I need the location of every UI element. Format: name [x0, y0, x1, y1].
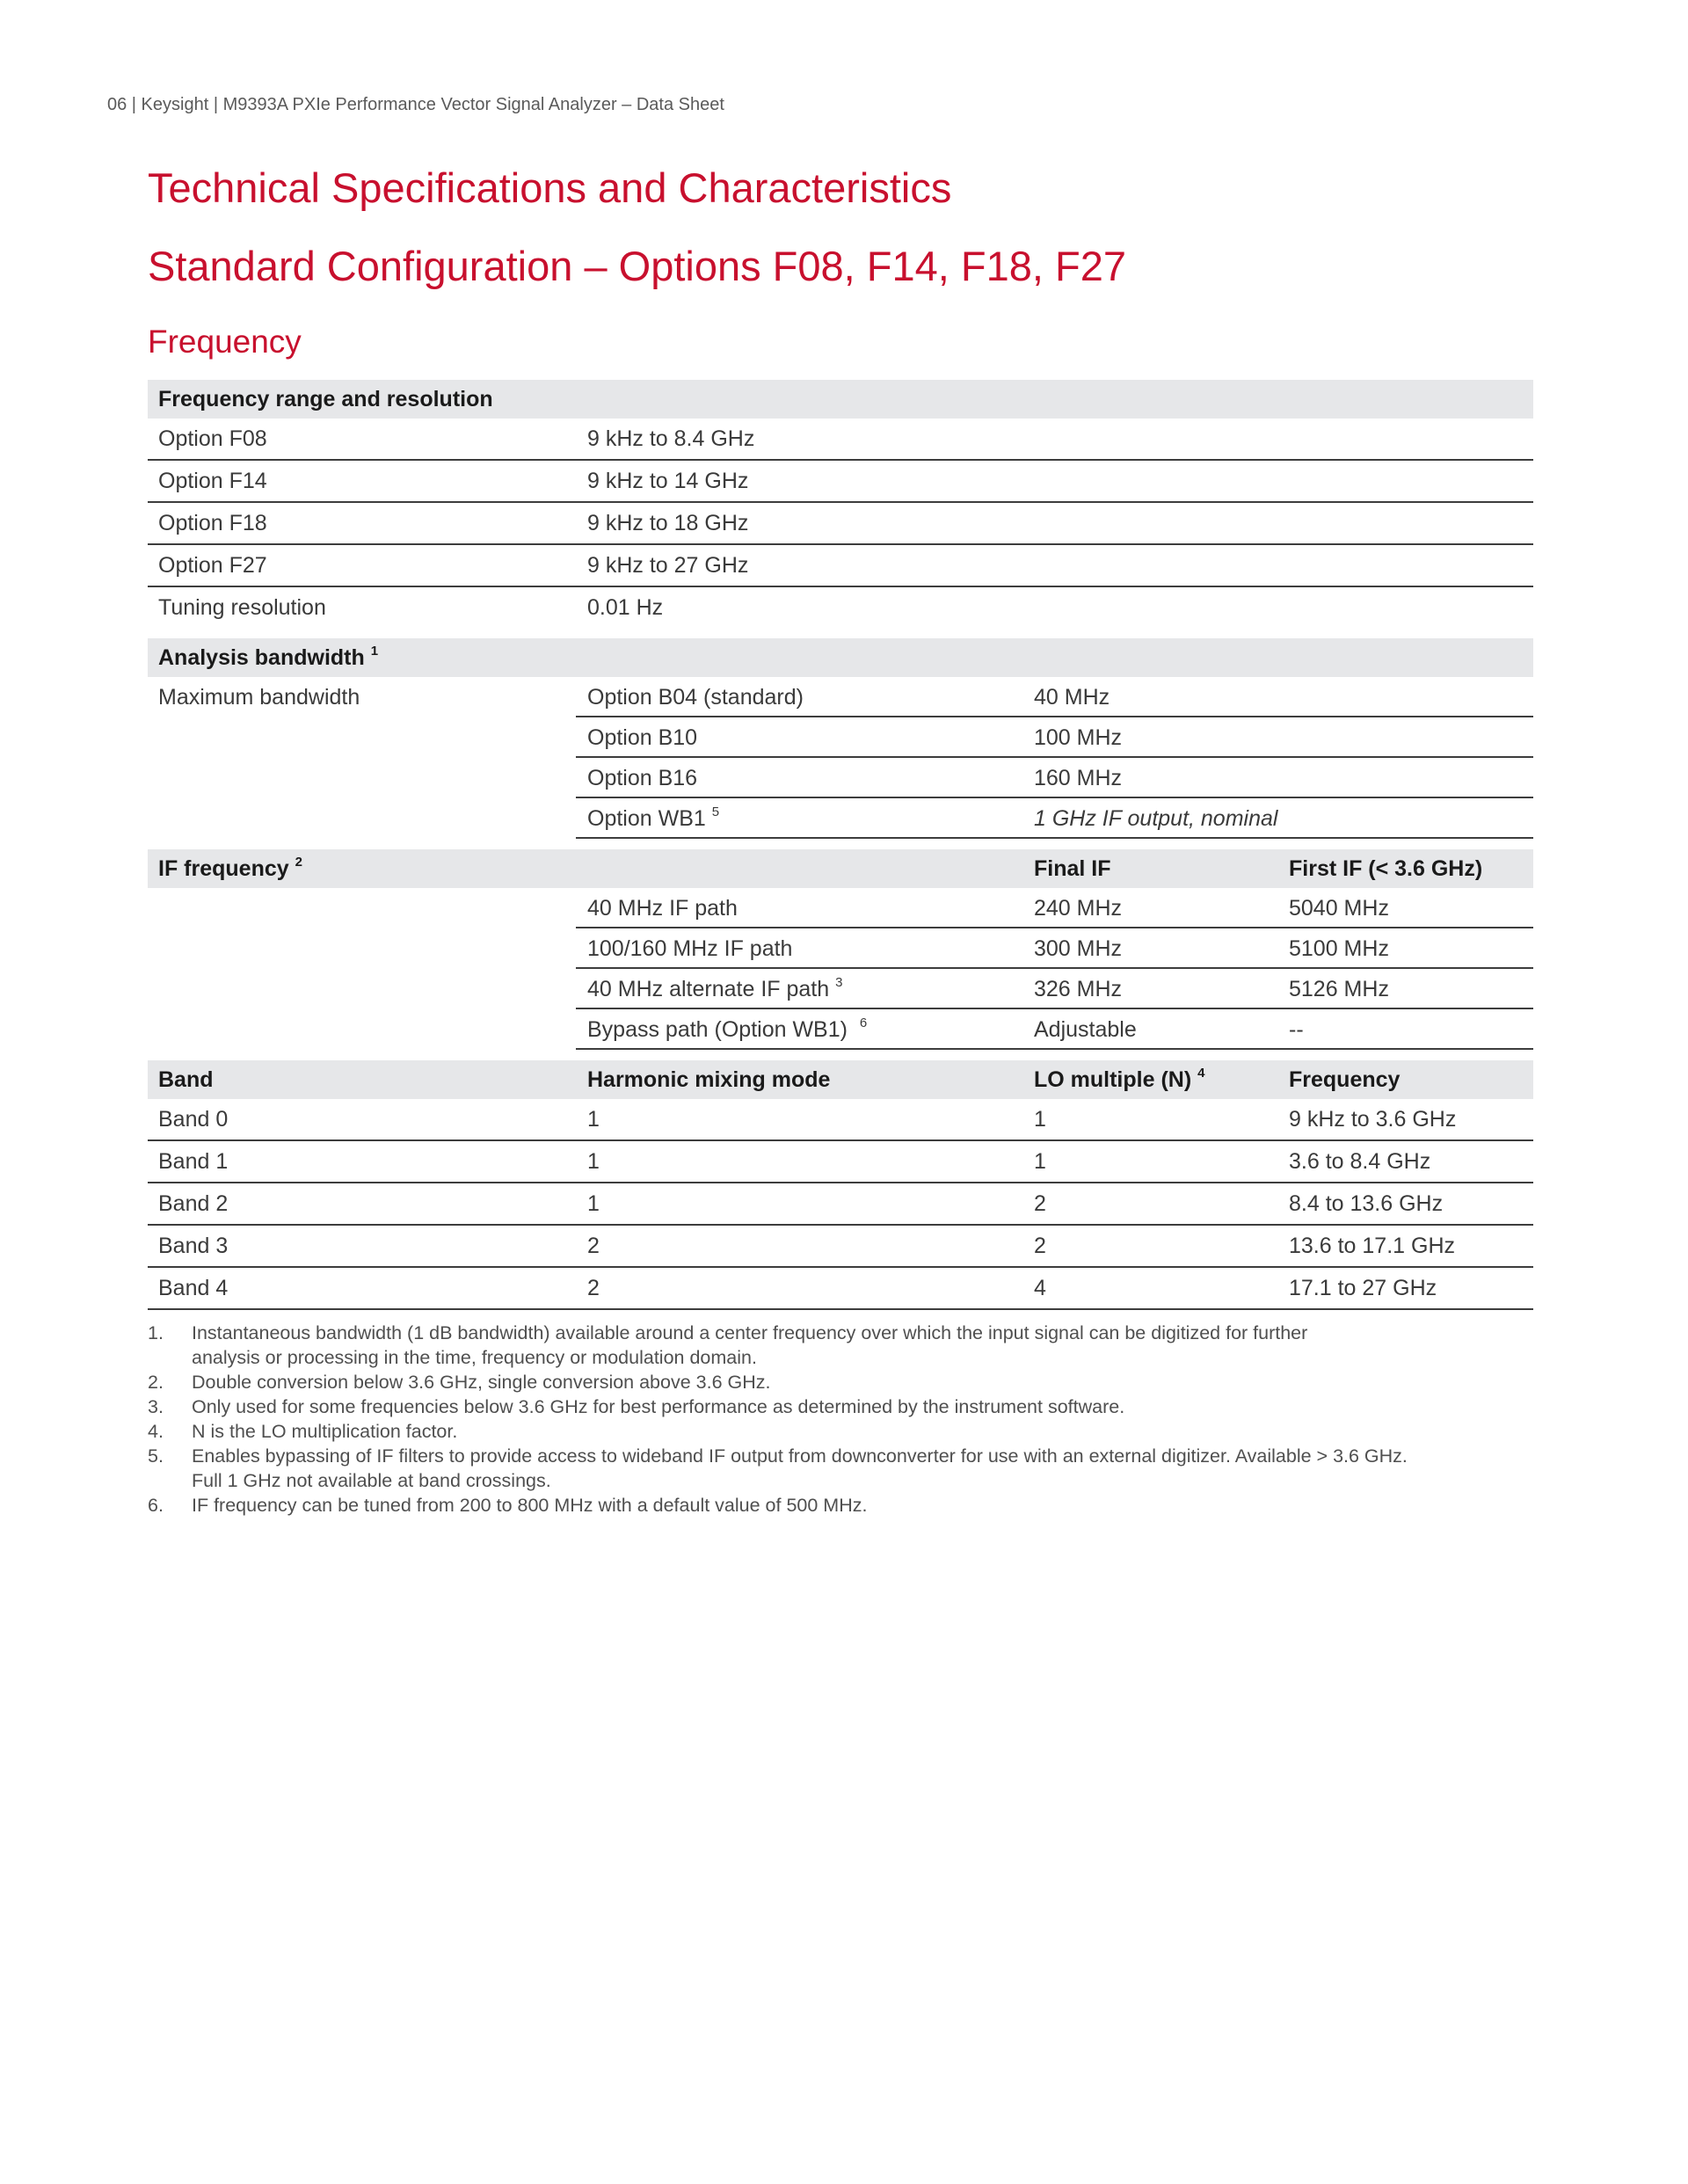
- footnote: [148, 1493, 1554, 1518]
- table-row: [148, 758, 1533, 798]
- col-first-if: First IF (< 3.6 GHz): [1289, 856, 1483, 881]
- footnote-line: Instantaneous bandwidth (1 dB bandwidth) available around a center frequency over which the input signal can be digitized for further: [192, 1322, 1308, 1343]
- row-band: Band 1: [158, 1149, 229, 1174]
- row-mode: 1: [587, 1107, 600, 1132]
- footnote-ref: 4: [1197, 1065, 1205, 1081]
- footnote-ref: 1: [370, 643, 379, 659]
- row-first: 5040 MHz: [1289, 896, 1389, 921]
- row-freq: 17.1 to 27 GHz: [1289, 1276, 1437, 1300]
- table-row: [148, 677, 1533, 717]
- footnote-number: 3.: [148, 1396, 164, 1417]
- row-first: --: [1289, 1017, 1304, 1042]
- row-value: 9 kHz to 8.4 GHz: [587, 426, 755, 451]
- footnote-number: 1.: [148, 1322, 164, 1343]
- table-row: [148, 1226, 1533, 1268]
- footnote: [148, 1444, 1554, 1493]
- row-value: 0.01 Hz: [587, 595, 664, 620]
- row-value: 9 kHz to 18 GHz: [587, 511, 749, 535]
- row-path: Bypass path (Option WB1) $^6$: [587, 1015, 868, 1042]
- table-row: [148, 1141, 1533, 1183]
- row-mode: 2: [587, 1276, 600, 1300]
- row-value: 9 kHz to 27 GHz: [587, 553, 749, 578]
- col-lo: LO multiple (N) $^4$: [1034, 1065, 1205, 1092]
- footnote-number: 5.: [148, 1445, 164, 1467]
- table-row: [148, 1268, 1533, 1310]
- row-final: 300 MHz: [1034, 936, 1123, 961]
- row-label: Option F08: [158, 426, 267, 451]
- col-mode: Harmonic mixing mode: [587, 1067, 831, 1092]
- table-row: [148, 587, 1533, 628]
- row-path: 40 MHz IF path: [587, 896, 738, 921]
- row-label: Option F14: [158, 469, 267, 493]
- row-label: Option F18: [158, 511, 267, 535]
- footnote: [148, 1370, 1554, 1394]
- row-value: 100 MHz: [1034, 725, 1123, 750]
- footnote-line: Double conversion below 3.6 GHz, single conversion above 3.6 GHz.: [192, 1372, 771, 1393]
- row-label: Option F27: [158, 553, 267, 578]
- footnote-line: Full 1 GHz not available at band crossings.: [192, 1470, 551, 1491]
- row-mode: 1: [587, 1191, 600, 1216]
- page-header: 06 | Keysight | M9393A PXIe Performance Vector Signal Analyzer – Data Sheet: [107, 95, 724, 114]
- footnote: [148, 1419, 1554, 1444]
- row-first: 5100 MHz: [1289, 936, 1389, 961]
- row-label: Tuning resolution: [158, 595, 326, 620]
- table-row: [148, 1099, 1533, 1141]
- footnote-ref: 2: [295, 854, 302, 870]
- row-mode: 1: [587, 1149, 600, 1174]
- row-value: 1 GHz IF output, nominal: [1034, 806, 1278, 831]
- row-freq: 3.6 to 8.4 GHz: [1289, 1149, 1431, 1174]
- footnote-ref: 5: [711, 804, 720, 819]
- spec-table: [148, 380, 1533, 1310]
- analysis-bw-header-row: [148, 638, 1533, 677]
- row-freq: 9 kHz to 3.6 GHz: [1289, 1107, 1457, 1132]
- row-lo: 2: [1034, 1234, 1046, 1258]
- table-row: [148, 1009, 1533, 1050]
- footnote-number: 4.: [148, 1421, 164, 1442]
- table-row: [148, 888, 1533, 928]
- row-final: Adjustable: [1034, 1017, 1137, 1042]
- row-value: 160 MHz: [1034, 766, 1123, 790]
- page-title: Technical Specifications and Characteristics: [148, 164, 952, 211]
- table-row: [148, 545, 1533, 587]
- row-lo: 1: [1034, 1149, 1046, 1174]
- table-row: [148, 969, 1533, 1009]
- row-option: Option B10: [587, 725, 698, 750]
- row-value: 9 kHz to 14 GHz: [587, 469, 749, 493]
- footnote-line: Only used for some frequencies below 3.6 GHz for best performance as determined by the instrument software.: [192, 1396, 1125, 1417]
- footnote-line: Enables bypassing of IF filters to provide access to wideband IF output from downconverter for use with an external digitizer. Available > 3.6 GHz.: [192, 1445, 1408, 1467]
- footnote: [148, 1394, 1554, 1419]
- col-freq: Frequency: [1289, 1067, 1401, 1092]
- row-lo: 1: [1034, 1107, 1046, 1132]
- footnote: [148, 1321, 1554, 1370]
- row-band: Band 0: [158, 1107, 229, 1132]
- row-path: 100/160 MHz IF path: [587, 936, 793, 961]
- footnote-line: IF frequency can be tuned from 200 to 800 MHz with a default value of 500 MHz.: [192, 1495, 868, 1516]
- row-freq: 13.6 to 17.1 GHz: [1289, 1234, 1456, 1258]
- row-band: Band 2: [158, 1191, 229, 1216]
- config-title: Standard Configuration – Options F08, F14, F18, F27: [148, 243, 1126, 289]
- footnote-number: 2.: [148, 1372, 164, 1393]
- footnotes: [148, 1321, 1554, 1518]
- col-final-if: Final IF: [1034, 856, 1111, 881]
- bands-header-row: [148, 1060, 1533, 1099]
- row-final: 326 MHz: [1034, 977, 1123, 1001]
- footnote-number: 6.: [148, 1495, 164, 1516]
- row-lo: 2: [1034, 1191, 1046, 1216]
- row-option: Option WB1 $^5$: [587, 804, 720, 831]
- table-row: [148, 928, 1533, 969]
- row-lo: 4: [1034, 1276, 1046, 1300]
- row-option: Option B16: [587, 766, 698, 790]
- table-row: [148, 1183, 1533, 1226]
- row-first: 5126 MHz: [1289, 977, 1389, 1001]
- analysis-bw-heading: Analysis bandwidth $^1$: [158, 643, 379, 670]
- footnote-ref: 6: [859, 1015, 868, 1030]
- table-row: [148, 503, 1533, 545]
- row-path: 40 MHz alternate IF path $^3$: [587, 974, 843, 1001]
- col-band: Band: [158, 1067, 214, 1092]
- table-row: [148, 419, 1533, 461]
- row-freq: 8.4 to 13.6 GHz: [1289, 1191, 1444, 1216]
- table-row: [148, 461, 1533, 503]
- row-option: Option B04 (standard): [587, 685, 804, 710]
- freq-range-heading: Frequency range and resolution: [158, 387, 493, 411]
- table-row: [148, 798, 1533, 839]
- footnote-line: analysis or processing in the time, frequency or modulation domain.: [192, 1347, 757, 1368]
- row-label: Maximum bandwidth: [158, 685, 360, 710]
- row-final: 240 MHz: [1034, 896, 1123, 921]
- footnote-line: N is the LO multiplication factor.: [192, 1421, 458, 1442]
- row-band: Band 3: [158, 1234, 229, 1258]
- section-title: Frequency: [148, 324, 302, 360]
- row-value: 40 MHz: [1034, 685, 1110, 710]
- row-band: Band 4: [158, 1276, 229, 1300]
- freq-range-header-row: [148, 380, 1533, 419]
- if-freq-header-row: [148, 849, 1533, 888]
- row-mode: 2: [587, 1234, 600, 1258]
- table-row: [148, 717, 1533, 758]
- if-freq-heading: IF frequency $^2$: [158, 854, 302, 881]
- footnote-ref: 3: [835, 974, 843, 990]
